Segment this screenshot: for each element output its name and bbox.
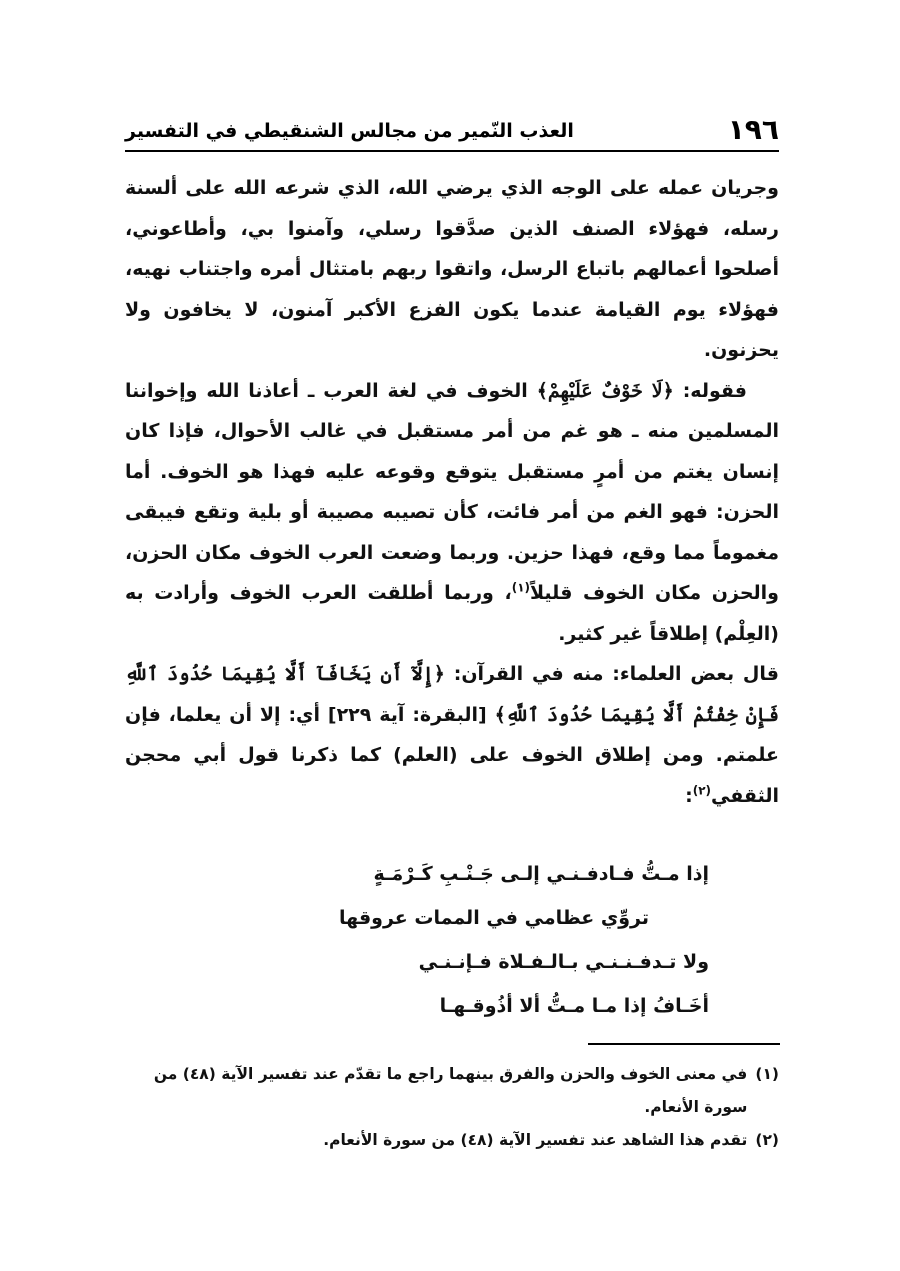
paragraph-2-end: ، وربما أطلقت العرب الخوف وأرادت به (العِلْم) إطلاقاً غير كثير. [125,582,779,645]
header-divider [125,150,779,152]
footnote-text: تقدم هذا الشاهد عند تفسير الآية (٤٨) من سورة الأنعام. [323,1131,748,1149]
paragraph-3-text: [البقرة: آية ٢٢٩] أي: إلا أن يعلما، فإن علمتم. ومن إطلاق الخوف على (العلم) كما ذكرنا قول أبي محجن الثقفي [125,703,779,807]
main-text [125,168,779,816]
footnote-number: (١) [755,1065,779,1083]
footnote-1 [125,1058,779,1124]
quran-quote-1: ﴿لَا خَوْفٌ عَلَيْهِمْ﴾ [536,379,674,402]
footnote-ref-2: (٢) [692,783,712,798]
paragraph-3 [125,654,779,816]
running-title: العذب النّمير من مجالس الشنقيطي في التفسير [125,120,574,142]
poem-line [125,940,779,984]
poem-line [125,896,779,940]
paragraph-2 [125,371,779,655]
footnote-divider [588,1043,780,1045]
poem [125,852,779,1028]
footnotes [125,1058,779,1157]
poem-hemistich-2: تروِّي عظامي في الممات عروقها [339,907,649,929]
quran-quote-2: ﴿إِلَّآ أَن يَخَافَآ أَلَّا يُقِيمَا حُدُودَ ٱللَّهِ فَإِنْ خِفْتُمْ أَلَّا يُقِيمَا حُدُودَ ٱللَّهِ﴾ [125,663,780,726]
footnote-ref-1: (١) [511,580,530,595]
paragraph-3-intro: قال بعض العلماء: منه في القرآن: [453,663,779,685]
footnote-text: في معنى الخوف والحزن والفرق بينهما راجع ما تقدّم عند تفسير الآية (٤٨) من سورة الأنعام. [153,1065,748,1116]
footnote-2 [125,1124,779,1157]
poem-hemistich-3: ولا تـدفـنـنـي بـالـفـلاة فـإنـنـي [418,951,709,973]
paragraph-2-intro: فقوله: [682,379,747,402]
page-number: ١٩٦ [727,113,779,146]
page-header [125,112,779,148]
poem-hemistich-1: إذا مـتُّ فـادفـنـي إلـى جَـنْـبِ كَـرْمَـةٍ [373,863,709,885]
poem-line [125,984,779,1028]
paragraph-2-text: الخوف في لغة العرب ـ أعاذنا الله وإخواننا المسلمين منه ـ هو غم من أمر مستقبل في غالب الأحوال، فإذا كان إنسان يغتم من أمرٍ مستقبل يتوقع وقوعه عليه فهذا هو الخوف. أما الحزن: فهو الغم من أمر فائت، كأن تصيبه مصيبة أو بلية وتقع فيبقى مغموماً مما وقع، فهذا حزين. وربما وضعت العرب الخوف مكان الحزن، والحزن مكان الخوف قليلاً [125,379,779,604]
poem-hemistich-4: أخَـافُ إذا مـا مـتُّ ألا أذُوقـهـا [439,995,709,1017]
paragraph-1: وجريان عمله على الوجه الذي يرضي الله، الذي شرعه الله على ألسنة رسله، فهؤلاء الصنف الذين صدَّقوا رسلي، وآمنوا بي، وأطاعوني، أصلحوا أعمالهم باتباع الرسل، واتقوا ربهم بامتثال أمره واجتناب نهيه، فهؤلاء يوم القيامة عندما يكون الفزع الأكبر آمنون، لا يخافون ولا يحزنون. [125,177,779,361]
footnote-number: (٢) [755,1131,779,1149]
paragraph-3-end: : [685,784,693,807]
poem-line [125,852,779,896]
